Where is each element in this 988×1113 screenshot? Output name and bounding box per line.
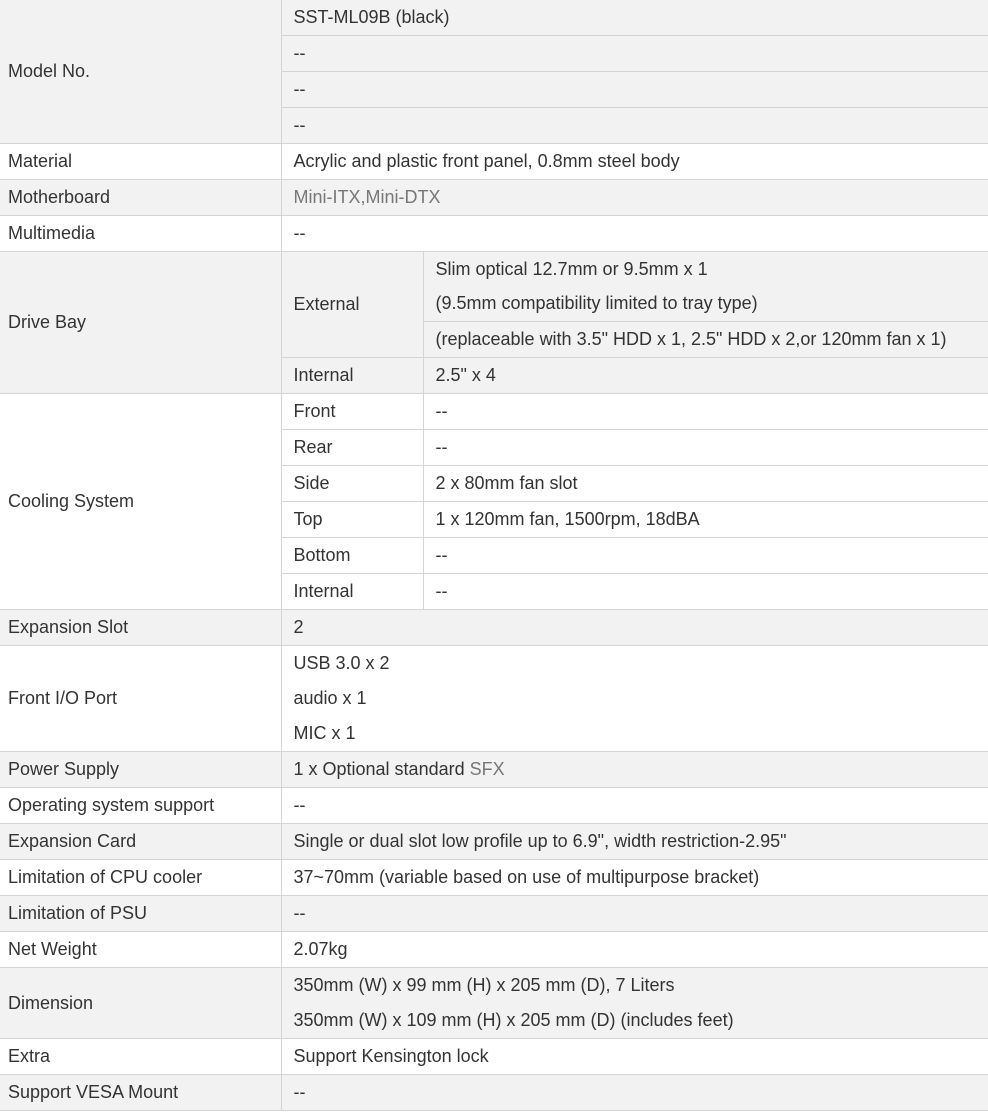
table-row <box>0 0 988 35</box>
spec-label-dimension: Dimension <box>0 967 281 1038</box>
drive-bay-internal-value: 2.5" x 4 <box>423 357 988 393</box>
table-row <box>0 859 988 895</box>
spec-label-motherboard: Motherboard <box>0 179 281 215</box>
table-row <box>0 751 988 787</box>
spec-value-dimension <box>281 967 988 1038</box>
spec-value-vesa: -- <box>281 1074 988 1110</box>
spec-label-os-support: Operating system support <box>0 787 281 823</box>
table-row <box>0 215 988 251</box>
spec-value-extra: Support Kensington lock <box>281 1038 988 1074</box>
spec-value-multimedia: -- <box>281 215 988 251</box>
table-row <box>0 967 988 1038</box>
spec-value-os-support: -- <box>281 787 988 823</box>
cooling-position-label: Front <box>281 393 423 429</box>
spec-label-expansion-card: Expansion Card <box>0 823 281 859</box>
drive-bay-external-value: Slim optical 12.7mm or 9.5mm x 1 <box>423 251 988 286</box>
cooling-position-value: -- <box>423 537 988 573</box>
spec-value-expansion-card: Single or dual slot low profile up to 6.9", width restriction-2.95" <box>281 823 988 859</box>
spec-value-psu-limit: -- <box>281 895 988 931</box>
spec-label-psu-limit: Limitation of PSU <box>0 895 281 931</box>
spec-value-power-supply <box>281 751 988 787</box>
spec-label-drive-bay: Drive Bay <box>0 251 281 393</box>
table-row <box>0 143 988 179</box>
table-row <box>0 1038 988 1074</box>
cooling-position-label: Rear <box>281 429 423 465</box>
spec-value-model: -- <box>281 71 988 107</box>
cooling-position-label: Internal <box>281 573 423 609</box>
spec-label-power-supply: Power Supply <box>0 751 281 787</box>
cooling-position-value: 2 x 80mm fan slot <box>423 465 988 501</box>
cooling-position-value: 1 x 120mm fan, 1500rpm, 18dBA <box>423 501 988 537</box>
table-row <box>0 645 988 751</box>
spec-value-motherboard <box>281 179 988 215</box>
spec-label-cpu-cooler: Limitation of CPU cooler <box>0 859 281 895</box>
drive-bay-external-label: External <box>281 251 423 357</box>
drive-bay-external-value: (replaceable with 3.5" HDD x 1, 2.5" HDD x 2,or 120mm fan x 1) <box>423 321 988 357</box>
power-supply-text: 1 x Optional standard <box>293 759 470 779</box>
cooling-position-label: Bottom <box>281 537 423 573</box>
dimension-item: 350mm (W) x 109 mm (H) x 205 mm (D) (includes feet) <box>293 1009 734 1030</box>
table-row <box>0 179 988 215</box>
separator: , <box>360 187 366 207</box>
spec-label-expansion-slot: Expansion Slot <box>0 609 281 645</box>
drive-bay-internal-label: Internal <box>281 357 423 393</box>
table-row <box>0 931 988 967</box>
spec-value-model: -- <box>281 107 988 143</box>
spec-value-model: -- <box>281 35 988 71</box>
table-row <box>0 787 988 823</box>
spec-label-extra: Extra <box>0 1038 281 1074</box>
spec-value-material: Acrylic and plastic front panel, 0.8mm steel body <box>281 143 988 179</box>
spec-label-multimedia: Multimedia <box>0 215 281 251</box>
table-row <box>0 823 988 859</box>
spec-label-net-weight: Net Weight <box>0 931 281 967</box>
spec-label-material: Material <box>0 143 281 179</box>
spec-value-cpu-cooler: 37~70mm (variable based on use of multipurpose bracket) <box>281 859 988 895</box>
cooling-position-label: Side <box>281 465 423 501</box>
spec-value-net-weight: 2.07kg <box>281 931 988 967</box>
drive-bay-external-value: (9.5mm compatibility limited to tray type) <box>423 286 988 321</box>
front-io-item: audio x 1 <box>293 687 367 708</box>
cooling-position-value: -- <box>423 573 988 609</box>
spec-label-front-io: Front I/O Port <box>0 645 281 751</box>
spec-label-model: Model No. <box>0 0 281 143</box>
table-row <box>0 1074 988 1110</box>
spec-value-model: SST-ML09B (black) <box>281 0 988 35</box>
table-row <box>0 895 988 931</box>
cooling-position-value: -- <box>423 393 988 429</box>
dimension-item: 350mm (W) x 99 mm (H) x 205 mm (D), 7 Liters <box>293 974 675 995</box>
table-row <box>0 393 988 429</box>
cooling-position-label: Top <box>281 501 423 537</box>
mini-dtx-link[interactable]: Mini-DTX <box>365 187 441 207</box>
spec-value-front-io <box>281 645 988 751</box>
spec-label-cooling: Cooling System <box>0 393 281 609</box>
mini-itx-link[interactable]: Mini-ITX <box>293 187 361 207</box>
table-row <box>0 251 988 286</box>
front-io-item: USB 3.0 x 2 <box>293 652 390 673</box>
spec-value-expansion-slot: 2 <box>281 609 988 645</box>
spec-label-vesa: Support VESA Mount <box>0 1074 281 1110</box>
table-row <box>0 609 988 645</box>
cooling-position-value: -- <box>423 429 988 465</box>
front-io-item: MIC x 1 <box>293 722 356 743</box>
sfx-link[interactable]: SFX <box>469 759 505 779</box>
